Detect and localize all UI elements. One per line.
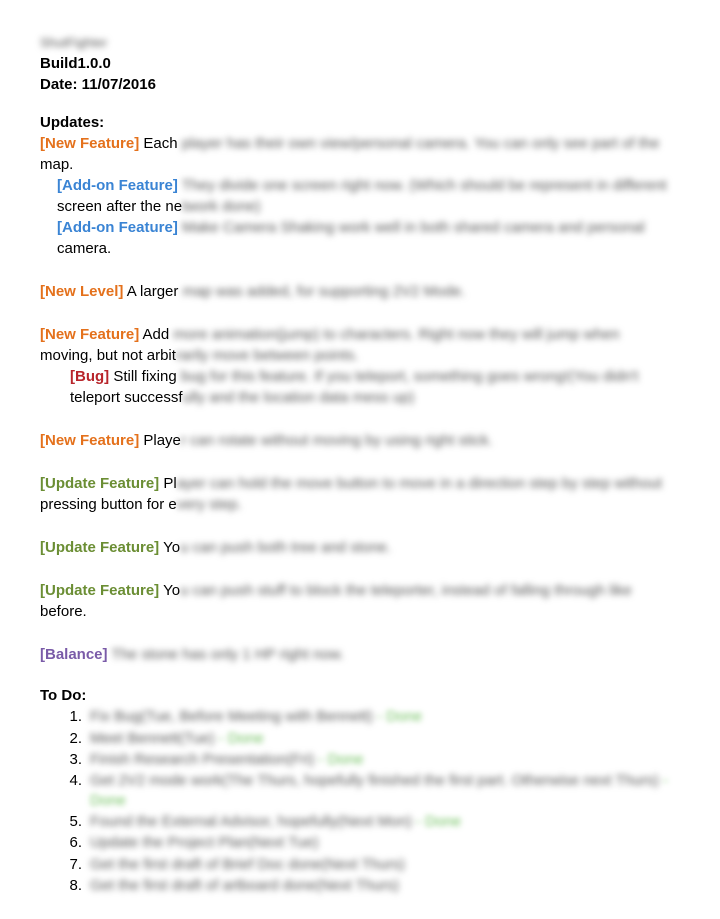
entry-text-blurred: u can push both tree and stone. xyxy=(180,539,392,556)
build-date: Date: 11/07/2016 xyxy=(40,76,156,93)
entry-text-blurred: u can push stuff to block the teleporter, instead of falling through like xyxy=(180,582,632,599)
update-entry xyxy=(40,324,700,366)
entry-text: teleport successf xyxy=(70,389,183,406)
todo-list xyxy=(40,706,700,897)
update-entry xyxy=(40,580,700,622)
entry-text: moving, but not arbit xyxy=(40,347,176,364)
entry-tag: [New Level] xyxy=(40,283,124,300)
entry-tag: [New Feature] xyxy=(40,135,140,152)
entry-text: camera. xyxy=(57,240,112,257)
entry-text: pressing button for e xyxy=(40,496,177,513)
todo-status-done: - Done xyxy=(372,708,423,725)
update-entry xyxy=(40,537,700,558)
bug-entry xyxy=(40,366,700,408)
entry-tag: [Balance] xyxy=(40,646,108,663)
todo-number: 4. xyxy=(69,771,82,789)
todo-item xyxy=(40,875,700,897)
entry-text-blurred: ully and the location data mess up) xyxy=(182,389,415,406)
entry-tag: [Add-on Feature] xyxy=(57,177,178,194)
entry-text-blurred: ayer can hold the move button to move in a direction step by step without xyxy=(176,475,662,492)
todo-status-done: - Done xyxy=(411,812,462,830)
entry-text: A larger xyxy=(123,283,179,300)
todo-item xyxy=(40,832,700,854)
todo-text-blurred: Finish Research Presentation(Fri) xyxy=(90,751,315,768)
todo-number: 8. xyxy=(69,877,82,894)
entry-text-blurred: player has their own view/personal camera. You can only see part of the xyxy=(177,135,660,152)
entry-text-blurred: twork done) xyxy=(182,198,261,215)
todo-number: 7. xyxy=(69,855,82,873)
todo-text-blurred: Update the Project Plan(Next Tue) xyxy=(90,834,319,851)
entry-text: Yo xyxy=(159,582,181,599)
entry-tag: [Update Feature] xyxy=(40,475,160,492)
addon-entry xyxy=(40,175,700,217)
todo-item xyxy=(40,706,700,728)
update-entry xyxy=(40,281,700,302)
entry-text: map. xyxy=(40,156,74,173)
todo-number: 2. xyxy=(69,729,82,747)
entry-text-blurred: map was added, for supporting 2V2 Mode. xyxy=(178,283,466,300)
entry-text: Pl xyxy=(159,475,177,492)
entry-text-blurred: r can rotate without moving by using right stick. xyxy=(180,432,493,449)
todo-text-blurred: Found the External Advisor, hopefully(Next Mon) xyxy=(90,812,412,830)
todo-text-blurred: Get 2V2 mode work(The Thurs, hopefully finished the first part. Otherwise next Thurs) xyxy=(90,771,659,789)
todo-number: 6. xyxy=(69,834,82,851)
game-title-blurred: ShutFighter xyxy=(40,35,108,50)
entry-tag: [Bug] xyxy=(70,368,110,385)
entry-text-blurred: rarily move between points. xyxy=(175,347,359,364)
update-entry xyxy=(40,430,700,451)
entry-text: Still fixing xyxy=(109,368,177,385)
entry-text-blurred: They divide one screen right now. (Which should be represent in different xyxy=(177,177,667,194)
todo-item xyxy=(40,749,700,771)
entry-text: Add xyxy=(139,326,174,343)
entry-text: Each xyxy=(139,135,178,152)
todo-item xyxy=(40,811,700,833)
todo-heading: To Do: xyxy=(40,687,87,704)
entry-text-blurred: more animation(jump) to characters. Right now they will jump when xyxy=(173,326,620,343)
todo-status-done: - Done xyxy=(314,751,364,768)
todo-number: 5. xyxy=(69,812,82,830)
update-entry xyxy=(40,473,700,515)
todo-number: 3. xyxy=(69,751,82,768)
entry-text: Playe xyxy=(139,432,181,449)
document-page xyxy=(40,32,700,897)
entry-text-blurred: very step. xyxy=(176,496,242,513)
todo-number: 1. xyxy=(69,708,82,725)
update-entry xyxy=(40,133,700,175)
todo-text-blurred: Meet Bennett(Tue) xyxy=(90,729,215,747)
entry-text-blurred: The stone has only 1 HP right now. xyxy=(107,646,344,663)
todo-item xyxy=(40,728,700,750)
entry-text: Yo xyxy=(159,539,181,556)
entry-text: before. xyxy=(40,603,87,620)
update-entry xyxy=(40,644,700,665)
entry-text-blurred: bug for this feature. If you teleport, something goes wrong!(You didn't xyxy=(176,368,639,385)
entry-tag: [New Feature] xyxy=(40,326,140,343)
todo-item xyxy=(40,854,700,876)
todo-status-done: - Done xyxy=(90,771,669,809)
entry-tag: [New Feature] xyxy=(40,432,140,449)
todo-text-blurred: Fix Bug(Tue, Before Meeting with Bennett) xyxy=(90,708,373,725)
todo-text-blurred: Get the first draft of artboard done(Next Thurs) xyxy=(90,877,400,894)
entry-tag: [Update Feature] xyxy=(40,582,160,599)
build-version: Build1.0.0 xyxy=(40,55,111,72)
entry-tag: [Add-on Feature] xyxy=(57,219,178,236)
updates-heading: Updates: xyxy=(40,114,105,131)
todo-status-done: - Done xyxy=(214,729,264,747)
entry-text: screen after the ne xyxy=(57,198,183,215)
addon-entry xyxy=(40,217,700,259)
todo-text-blurred: Get the first draft of Brief Doc done(Next Thurs) xyxy=(90,855,405,873)
entry-tag: [Update Feature] xyxy=(40,539,160,556)
entry-text-blurred: Make Camera Shaking work well in both shared camera and personal xyxy=(177,219,645,236)
todo-item xyxy=(40,771,700,811)
